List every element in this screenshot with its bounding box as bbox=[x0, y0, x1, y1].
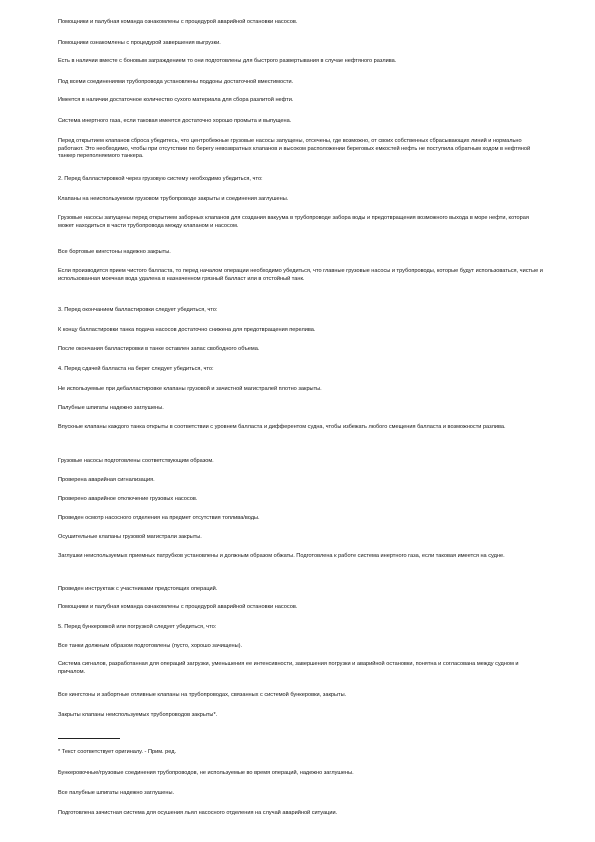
section-heading: 4. Перед сдачей балласта на берег следует убедиться, что: bbox=[58, 366, 214, 372]
paragraph: Осушительные клапаны грузовой магистрали закрыты. bbox=[58, 534, 202, 540]
paragraph: Все кингстоны и забортные отливные клапаны на трубопроводах, связанных с системой бункеровки, закрыты. bbox=[58, 692, 347, 698]
paragraph: Закрыты клапаны неиспользуемых трубопроводов закрыты*. bbox=[58, 712, 218, 718]
paragraph: Грузовые насосы подготовлены соответствующим образом. bbox=[58, 458, 214, 464]
paragraph: Под всеми соединениями трубопровода установлены поддоны достаточной вместимости. bbox=[58, 79, 294, 85]
paragraph: Проведен осмотр насосного отделения на предмет отсутствия топлива/воды. bbox=[58, 515, 260, 521]
footnote: * Текст соответствует оригиналу. - Прим. ред. bbox=[58, 749, 177, 755]
section-heading: 3. Перед окончанием балластировки следует убедиться, что: bbox=[58, 307, 218, 313]
paragraph: Не используемые при дебалластировке клапаны грузовой и зачистной магистралей плотно закрыты. bbox=[58, 386, 322, 392]
section-heading: 2. Перед балластировкой через грузовую систему необходимо убедиться, что: bbox=[58, 176, 263, 182]
paragraph: Проверено аварийное отключение грузовых насосов. bbox=[58, 496, 198, 502]
paragraph: Палубные шпигаты надежно заглушены. bbox=[58, 405, 164, 411]
paragraph: К концу балластировки танка подача насосов достаточно снижена для предотвращения перелива. bbox=[58, 327, 316, 333]
paragraph: Проверена аварийная сигнализация. bbox=[58, 477, 155, 483]
paragraph: Проведен инструктаж с участниками предстоящих операций. bbox=[58, 586, 218, 592]
paragraph: Помощники и палубная команда ознакомлены с процедурой аварийной остановки насосов. bbox=[58, 604, 298, 610]
footnote-separator bbox=[58, 738, 120, 739]
paragraph: Есть в наличии вместе с боновым заграждением то они подготовлены для быстрого развертывания в случае нефтяного разлива. bbox=[58, 58, 397, 64]
paragraph: Грузовые насосы запущены перед открытием заборных клапанов для создания вакуума в трубопроводе забора воды и предотвращения возможного выхода в море нефти, которая может находиться в части трубопровода между клапаном и насосом. bbox=[58, 215, 529, 229]
paragraph: Система сигналов, разработанная для операций загрузки, уменьшения ее интенсивности, завершения погрузки и аварийной остановки, понятна и согласована между судном и причалом. bbox=[58, 661, 519, 675]
paragraph: Имеется в наличии достаточное количество сухого материала для сбора разлитой нефти. bbox=[58, 97, 294, 103]
paragraph: Подготовлена зачистная система для осушения льял насосного отделения на случай аварийной ситуации. bbox=[58, 810, 338, 816]
paragraph: Заглушки неиспользуемых приемных патрубков установлены и должным образом обжаты. Подготовлена к работе система инертного газа, если таковая имеется на судне. bbox=[58, 553, 505, 559]
paragraph: Впускные клапаны каждого танка открыты в соответствии с уровнем балласта и дифферентом судна, чтобы избежать любого смещения балласта и возможности разлива. bbox=[58, 424, 506, 430]
section-heading: 5. Перед бункеровкой или погрузкой следует убедиться, что: bbox=[58, 624, 217, 630]
paragraph: После окончания балластировки в танке оставлен запас свободного объема. bbox=[58, 346, 260, 352]
paragraph: Система инертного газа, если таковая имеется достаточно хорошо промыта и выпущена. bbox=[58, 118, 292, 124]
paragraph: Все танки должным образом подготовлены (пусто, хорошо зачищены). bbox=[58, 643, 243, 649]
paragraph: Все палубные шпигаты надежно заглушены. bbox=[58, 790, 175, 796]
paragraph: Помощники ознакомлены с процедурой завершения выгрузки. bbox=[58, 40, 221, 46]
paragraph: Бункеровочные/грузовые соединения трубопроводов, не используемые во время операций, надежно заглушены. bbox=[58, 770, 354, 776]
paragraph: Клапаны на неиспользуемом грузовом трубопроводе закрыты и соединения заглушены. bbox=[58, 196, 289, 202]
paragraph: Если производится прием чистого балласта, то перед началом операции необходимо убедиться, что главные грузовые насосы и трубопроводы, которые будут использоваться, чистые и использованная моечная вода удалена в назначенном грязный балласт или в отстойный танк. bbox=[58, 268, 543, 282]
paragraph: Помощники и палубная команда ознакомлены с процедурой аварийной остановки насосов. bbox=[58, 19, 298, 25]
paragraph: Перед открытием клапанов сброса убедитесь, что центробежные грузовые насосы запущены, отсечены, где возможно, от своих собственных сбрасывающих линий и нормально работают. Это необходимо, чтобы при отсутствии по берегу невозвратных клапанов и высоком расположении береговых емкостей нефть не поступила обратным ходом в нефтяной танкер переполняемого танкера. bbox=[58, 138, 531, 160]
paragraph: Все бортовые кингстоны надежно закрыты. bbox=[58, 249, 171, 255]
